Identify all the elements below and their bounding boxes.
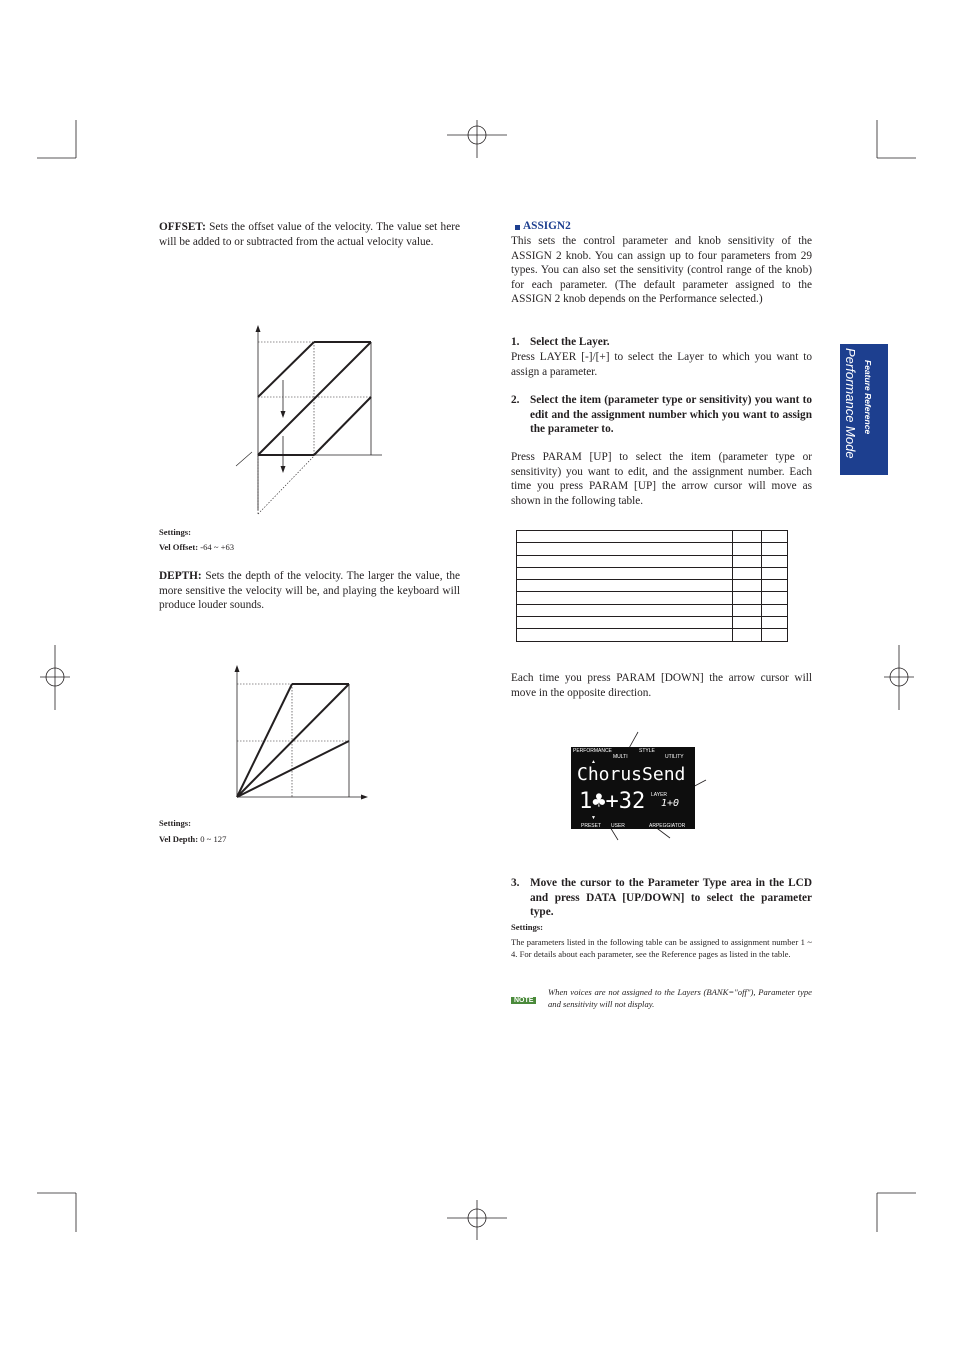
note-text: When voices are not assigned to the Layers (BANK="off"), Parameter type and sensitivity will not display. — [548, 987, 812, 1009]
bullet-icon — [514, 222, 522, 232]
table-row — [517, 604, 788, 616]
step3-settings-label: Settings: — [511, 922, 543, 932]
lcd-tab-utility: UTILITY — [665, 754, 684, 760]
offset-diagram — [232, 320, 382, 520]
lcd-bottom-preset: PRESET — [581, 823, 602, 829]
assign2-heading: ASSIGN2 — [523, 220, 571, 232]
offset-text: Sets the offset value of the velocity. The value set here will be added to or subtracted from the actual velocity value. — [159, 221, 460, 248]
offset-paragraph — [159, 220, 460, 249]
vel-depth-term: Vel Depth: — [159, 834, 199, 844]
step2-number: 2. — [511, 394, 520, 406]
step2-text: Press PARAM [UP] to select the item (parameter type or sensitivity) you want to edit, and the assignment number. Each time you press PARAM [UP] the arrow cursor will move as shown in the following table. — [511, 451, 812, 507]
lcd-display — [571, 747, 695, 829]
vel-offset-term: Vel Offset: — [159, 542, 199, 552]
side-tab — [840, 344, 888, 475]
lcd-bottom-user: USER — [611, 823, 625, 829]
depth-settings — [159, 834, 226, 846]
table-row — [517, 555, 788, 567]
table-row — [517, 629, 788, 641]
depth-diagram — [225, 660, 375, 810]
side-tab-mode: Performance Mode — [843, 348, 858, 459]
assign2-intro: This sets the control parameter and knob sensitivity of the ASSIGN 2 knob. You can assign up to four parameters from 29 types. You can also set the sensitivity (control range of the knob) for each parameter. (The default parameter assigned to the ASSIGN 2 knob depends on the Performance selected.) — [511, 235, 812, 306]
step2 — [511, 393, 812, 437]
offset-settings — [159, 542, 234, 554]
vel-depth-value: 0 ~ 127 — [198, 834, 227, 844]
step1-title: Select the Layer. — [530, 336, 610, 348]
lcd-tab-multi: MULTI — [613, 754, 628, 760]
lcd-down-arrow-icon: ▼ — [591, 815, 596, 821]
step2-title: Select the item (parameter type or sensitivity) you want to edit and the assignment number which you want to assign the parameter to. — [530, 394, 812, 436]
table-row — [517, 543, 788, 555]
depth-settings-label: Settings: — [159, 818, 191, 828]
lcd-value: 1♣+32 — [579, 789, 646, 814]
offset-settings-label: Settings: — [159, 527, 191, 537]
cursor-table — [516, 530, 788, 642]
step1-text: Press LAYER [-]/[+] to select the Layer to which you want to assign a parameter. — [511, 351, 812, 378]
note-icon — [511, 989, 536, 1007]
note-badge: NOTE — [511, 997, 536, 1004]
table-row — [517, 617, 788, 629]
lcd-tab-style: STYLE — [639, 748, 655, 754]
depth-term: DEPTH: — [159, 570, 202, 582]
after-table-text: Each time you press PARAM [DOWN] the arrow cursor will move in the opposite direction. — [511, 672, 812, 699]
table-row — [517, 580, 788, 592]
step3-number: 3. — [511, 877, 520, 889]
lcd-tab-performance: PERFORMANCE — [573, 748, 612, 754]
depth-text: Sets the depth of the velocity. The larger the value, the more sensitive the velocity will be, and playing the keyboard will produce louder sounds. — [159, 570, 460, 612]
table-row — [517, 567, 788, 579]
lcd-param-name: ChorusSend — [577, 764, 686, 785]
step1 — [511, 335, 812, 350]
depth-paragraph — [159, 569, 460, 613]
lcd-layer-label: LAYER — [651, 792, 668, 798]
step3 — [511, 876, 812, 920]
side-tab-section: Feature Reference — [863, 360, 873, 435]
step3-settings-text: The parameters listed in the following table can be assigned to assignment number 1 ~ 4. For details about each parameter, see the Reference pages as listed in the table. — [511, 937, 812, 959]
step3-title: Move the cursor to the Parameter Type area in the LCD and press DATA [UP/DOWN] to select the parameter type. — [530, 877, 812, 919]
vel-offset-value: -64 ~ +63 — [198, 542, 235, 552]
lcd-bottom-arpeggiator: ARPEGGIATOR — [649, 823, 686, 829]
lcd-up-arrow-icon: ▲ — [591, 759, 596, 765]
table-row — [517, 592, 788, 604]
step1-number: 1. — [511, 336, 520, 348]
table-row — [517, 531, 788, 543]
lcd-layer-value: 1+0 — [661, 798, 680, 809]
offset-term: OFFSET: — [159, 221, 206, 233]
